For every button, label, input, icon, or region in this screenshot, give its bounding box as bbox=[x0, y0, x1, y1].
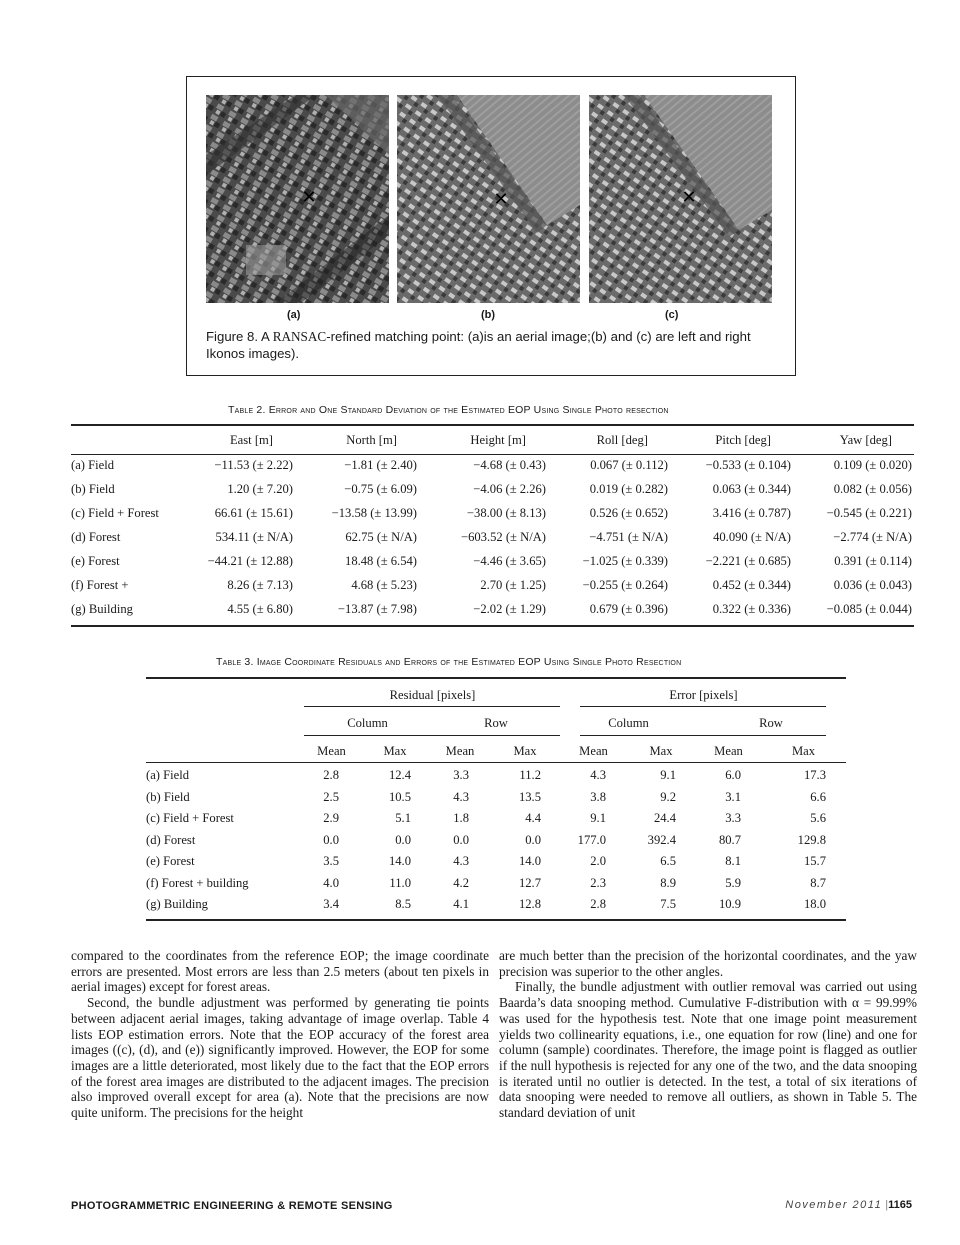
table-cell: 3.8 bbox=[590, 789, 606, 804]
table-cell: 13.5 bbox=[518, 789, 541, 804]
aerial-image bbox=[206, 95, 389, 303]
table-cell: −4.46 (± 3.65) bbox=[473, 553, 546, 568]
table-cell: −0.085 (± 0.044) bbox=[826, 601, 912, 616]
table-cell: 5.6 bbox=[810, 811, 826, 826]
table-cell: 2.9 bbox=[323, 811, 339, 826]
table-cell: 1.20 (± 7.20) bbox=[227, 481, 293, 496]
table3-stat-header: Mean bbox=[317, 743, 346, 758]
panel-label-b: (b) bbox=[481, 309, 496, 321]
table2-header-cell: Pitch [deg] bbox=[715, 432, 771, 447]
table-cell: 6.0 bbox=[725, 768, 741, 783]
table-cell: −44.21 (± 12.88) bbox=[207, 553, 293, 568]
table-cell: −4.68 (± 0.43) bbox=[473, 457, 546, 472]
table-cell: 4.0 bbox=[323, 875, 339, 890]
table-cell: 0.322 (± 0.336) bbox=[712, 601, 791, 616]
table-cell: 62.75 (± N/A) bbox=[345, 529, 417, 544]
table-row-label: (g) Building bbox=[71, 601, 133, 616]
table-cell: 10.9 bbox=[718, 897, 741, 912]
table-cell: 2.5 bbox=[323, 789, 339, 804]
table3-caption: Table 3. Image Coordinate Residuals and Errors of the Estimated EOP Using Single Photo Resection bbox=[216, 656, 682, 668]
table-cell: 0.109 (± 0.020) bbox=[833, 457, 912, 472]
table-row-label: (a) Field bbox=[71, 457, 115, 472]
table2-header-cell: Yaw [deg] bbox=[839, 432, 892, 447]
paragraph: are much better than the precision of the horizontal coordinates, and the yaw precision was superior to the other angles. bbox=[499, 948, 917, 979]
table-cell: 4.3 bbox=[453, 789, 469, 804]
table-cell: 0.036 (± 0.043) bbox=[833, 577, 912, 592]
match-cross-marker: ✕ bbox=[681, 187, 697, 208]
table2-row bbox=[71, 477, 914, 501]
paragraph: Finally, the bundle adjustment with outlier removal was carried out using Baarda’s data snooping method. Cumulative F-distribution with α = 99.99% was used for the hypothesis test. Note that one image point measurement yields two collinearity equations, i.e., one equation for row (line) and one for column (sample) coordinates. Therefore, the image point is flagged as outlier if the null hypothesis is rejected for any one of the two, and the data snooping is iterated until no outlier is detected. In the test, a total of six iterations of data snooping were needed to remove all outliers, as shown in Table 5. The standard deviation of unit bbox=[499, 979, 917, 1121]
table3-group-header-row bbox=[146, 681, 846, 709]
table3-stat-header: Max bbox=[383, 743, 407, 758]
table-cell: 0.526 (± 0.652) bbox=[589, 505, 668, 520]
table-cell: 11.0 bbox=[389, 875, 411, 890]
table-row-label: (c) Field + Forest bbox=[71, 505, 159, 520]
journal-name: PHOTOGRAMMETRIC ENGINEERING & REMOTE SENSING bbox=[71, 1200, 393, 1212]
table3-sub-header: Row bbox=[759, 715, 783, 730]
table-cell: 392.4 bbox=[647, 832, 676, 847]
table-cell: 4.68 (± 5.23) bbox=[351, 577, 417, 592]
table-cell: −0.545 (± 0.221) bbox=[826, 505, 912, 520]
table3-row bbox=[146, 787, 846, 809]
table3-sub-header-row bbox=[146, 709, 846, 737]
table-cell: 0.067 (± 0.112) bbox=[590, 457, 668, 472]
table2-header-cell: East [m] bbox=[229, 432, 273, 447]
table3-bottom-rule bbox=[146, 919, 846, 921]
ikonos-right-image bbox=[589, 95, 772, 303]
table3-row bbox=[146, 873, 846, 895]
body-column-right bbox=[499, 948, 917, 1121]
table2 bbox=[71, 427, 914, 621]
table3-row bbox=[146, 765, 846, 787]
table-cell: 3.4 bbox=[323, 897, 339, 912]
table-row-label: (e) Forest bbox=[71, 553, 120, 568]
table-cell: 2.0 bbox=[590, 854, 606, 869]
table2-row bbox=[71, 453, 914, 477]
table-cell: 8.26 (± 7.13) bbox=[227, 577, 293, 592]
table-cell: 0.391 (± 0.114) bbox=[834, 553, 912, 568]
table-cell: 7.5 bbox=[660, 897, 676, 912]
table-cell: 129.8 bbox=[797, 832, 826, 847]
table-row-label: (c) Field + Forest bbox=[146, 811, 234, 826]
table-cell: 4.3 bbox=[590, 768, 606, 783]
table-cell: −13.58 (± 13.99) bbox=[331, 505, 417, 520]
table-cell: −4.06 (± 2.26) bbox=[473, 481, 546, 496]
table-cell: −1.025 (± 0.339) bbox=[582, 553, 668, 568]
table-cell: 3.416 (± 0.787) bbox=[712, 505, 791, 520]
table-cell: −11.53 (± 2.22) bbox=[214, 457, 293, 472]
table-cell: 9.2 bbox=[660, 789, 676, 804]
table-cell: 5.1 bbox=[395, 811, 411, 826]
table-cell: −0.75 (± 6.09) bbox=[344, 481, 417, 496]
table2-header-cell: Height [m] bbox=[470, 432, 526, 447]
table-cell: 0.082 (± 0.056) bbox=[833, 481, 912, 496]
table-row-label: (b) Field bbox=[146, 789, 190, 804]
table-cell: 9.1 bbox=[590, 811, 606, 826]
table-cell: 3.3 bbox=[725, 811, 741, 826]
table-cell: 12.7 bbox=[518, 875, 541, 890]
table2-header-cell bbox=[71, 427, 197, 453]
table-cell: 2.8 bbox=[590, 897, 606, 912]
table-cell: 6.5 bbox=[660, 854, 676, 869]
table3-row bbox=[146, 894, 846, 916]
table-cell: 8.7 bbox=[810, 875, 826, 890]
table3-sub-header: Column bbox=[608, 715, 649, 730]
paragraph: compared to the coordinates from the reference EOP; the image coordinate errors are presented. Most errors are less than 2.5 meters (about ten pixels in aerial images) except for forest areas. bbox=[71, 948, 489, 995]
figure-caption: Figure 8. A RANSAC-refined matching point: (a)is an aerial image;(b) and (c) are left and right Ikonos images). bbox=[206, 329, 751, 361]
table-cell: 8.1 bbox=[725, 854, 741, 869]
table2-header-cell: Roll [deg] bbox=[596, 432, 648, 447]
table-cell: 177.0 bbox=[577, 832, 606, 847]
match-cross-marker: ✕ bbox=[493, 189, 509, 210]
table2-row bbox=[71, 573, 914, 597]
table-cell: 0.0 bbox=[453, 832, 469, 847]
table-cell: 4.2 bbox=[453, 875, 469, 890]
table3-row bbox=[146, 851, 846, 873]
table3-sub-header: Row bbox=[484, 715, 508, 730]
table3-stat-header: Mean bbox=[579, 743, 608, 758]
table-row-label: (d) Forest bbox=[71, 529, 121, 544]
table-cell: 0.019 (± 0.282) bbox=[589, 481, 668, 496]
table-cell: 0.0 bbox=[525, 832, 541, 847]
table-cell: −2.774 (± N/A) bbox=[833, 529, 912, 544]
table-cell: −0.533 (± 0.104) bbox=[705, 457, 791, 472]
table-cell: −603.52 (± N/A) bbox=[460, 529, 546, 544]
table-cell: 0.0 bbox=[395, 832, 411, 847]
table3-row bbox=[146, 808, 846, 830]
table3-sub-header: Column bbox=[347, 715, 388, 730]
table2-caption: Table 2. Error and One Standard Deviation of the Estimated EOP Using Single Photo resection bbox=[228, 404, 669, 416]
table-cell: 18.48 (± 6.54) bbox=[345, 553, 417, 568]
table-cell: 10.5 bbox=[388, 789, 411, 804]
aerial-image-panel bbox=[206, 95, 389, 303]
table-row-label: (f) Forest + bbox=[71, 577, 129, 592]
table3-group-header: Residual [pixels] bbox=[389, 687, 476, 702]
table3-stat-header: Mean bbox=[714, 743, 743, 758]
table-cell: 14.0 bbox=[388, 854, 411, 869]
table2-row bbox=[71, 549, 914, 573]
table3-stat-header: Max bbox=[791, 743, 816, 758]
panel-label-a: (a) bbox=[287, 309, 301, 321]
page-info: November 2011 |1165 bbox=[785, 1199, 912, 1211]
body-column-left bbox=[71, 948, 489, 1121]
table-row-label: (a) Field bbox=[146, 768, 190, 783]
table3-row bbox=[146, 830, 846, 852]
table-cell: 534.11 (± N/A) bbox=[215, 529, 293, 544]
table-cell: 4.4 bbox=[525, 811, 541, 826]
table2-top-rule bbox=[71, 424, 914, 426]
table-cell: −13.87 (± 7.98) bbox=[337, 601, 417, 616]
table-cell: −0.255 (± 0.264) bbox=[582, 577, 668, 592]
table-cell: 40.090 (± N/A) bbox=[713, 529, 791, 544]
table-cell: −1.81 (± 2.40) bbox=[344, 457, 417, 472]
table-cell: 2.70 (± 1.25) bbox=[480, 577, 546, 592]
table-cell: 8.5 bbox=[395, 897, 411, 912]
table2-row bbox=[71, 525, 914, 549]
table-row-label: (f) Forest + building bbox=[146, 875, 249, 890]
table3-stat-header: Max bbox=[649, 743, 673, 758]
table2-row bbox=[71, 597, 914, 621]
table-cell: 6.6 bbox=[810, 789, 826, 804]
table-cell: 0.0 bbox=[323, 832, 339, 847]
table-cell: 0.452 (± 0.344) bbox=[712, 577, 791, 592]
table-cell: 17.3 bbox=[803, 768, 826, 783]
table-cell: 4.3 bbox=[453, 854, 469, 869]
table-cell: −38.00 (± 8.13) bbox=[466, 505, 546, 520]
issue-month: November 2011 bbox=[785, 1199, 883, 1211]
table-cell: 80.7 bbox=[718, 832, 741, 847]
table2-bottom-rule bbox=[71, 625, 914, 627]
table-cell: 12.8 bbox=[518, 897, 541, 912]
table-cell: 11.2 bbox=[519, 768, 541, 783]
table-cell: 2.8 bbox=[323, 768, 339, 783]
table-cell: 4.1 bbox=[453, 897, 469, 912]
table-cell: 12.4 bbox=[388, 768, 411, 783]
figure-8 bbox=[186, 76, 796, 376]
table-cell: 8.9 bbox=[660, 875, 676, 890]
table3-top-rule bbox=[146, 677, 846, 679]
table-cell: −2.221 (± 0.685) bbox=[705, 553, 791, 568]
table2-row bbox=[71, 501, 914, 525]
table-row-label: (g) Building bbox=[146, 897, 208, 912]
table-cell: −2.02 (± 1.29) bbox=[473, 601, 546, 616]
table3-group-header: Error [pixels] bbox=[669, 687, 738, 702]
table-row-label: (e) Forest bbox=[146, 854, 195, 869]
page-number: 1165 bbox=[888, 1199, 912, 1211]
table-cell: 1.8 bbox=[453, 811, 469, 826]
table-cell: 3.1 bbox=[725, 789, 741, 804]
table-cell: 3.3 bbox=[453, 768, 469, 783]
table3-stat-header: Max bbox=[513, 743, 537, 758]
table-cell: 2.3 bbox=[590, 875, 606, 890]
ikonos-right-panel bbox=[589, 95, 772, 303]
table-row-label: (d) Forest bbox=[146, 832, 196, 847]
table-cell: 5.9 bbox=[725, 875, 741, 890]
panel-label-c: (c) bbox=[665, 309, 679, 321]
paragraph: Second, the bundle adjustment was performed by generating tie points between adjacent aerial images, taking advantage of image overlap. Table 4 lists EOP estimation errors. Note that the EOP accuracy of the forest area images ((c), (d), and (e)) significantly improved. However, the EOP for some images are a little deteriorated, most likely due to the fact that the EOP errors of the forest area images are distributed to the adjacent images. The precision also improved overall except for area (a). Note that the precisions are now quite uniform. The precisions for the height bbox=[71, 995, 489, 1121]
table-cell: 0.063 (± 0.344) bbox=[712, 481, 791, 496]
table-cell: −4.751 (± N/A) bbox=[589, 529, 668, 544]
table-row-label: (b) Field bbox=[71, 481, 115, 496]
table-cell: 24.4 bbox=[653, 811, 676, 826]
table-cell: 18.0 bbox=[803, 897, 826, 912]
table3-stat-header: Mean bbox=[445, 743, 475, 758]
table-cell: 66.61 (± 15.61) bbox=[214, 505, 293, 520]
table-cell: 14.0 bbox=[518, 854, 541, 869]
table-cell: 9.1 bbox=[660, 768, 676, 783]
table-cell: 15.7 bbox=[803, 854, 826, 869]
match-cross-marker: ✕ bbox=[301, 187, 317, 208]
ikonos-left-panel bbox=[397, 95, 580, 303]
table-cell: 4.55 (± 6.80) bbox=[227, 601, 293, 616]
table3-stat-header-row bbox=[146, 737, 846, 765]
table3 bbox=[146, 681, 846, 916]
table2-header-row bbox=[71, 427, 914, 453]
table2-header-cell: North [m] bbox=[346, 432, 397, 447]
table-cell: 0.679 (± 0.396) bbox=[589, 601, 668, 616]
ikonos-left-image bbox=[397, 95, 580, 303]
table-cell: 3.5 bbox=[323, 854, 339, 869]
